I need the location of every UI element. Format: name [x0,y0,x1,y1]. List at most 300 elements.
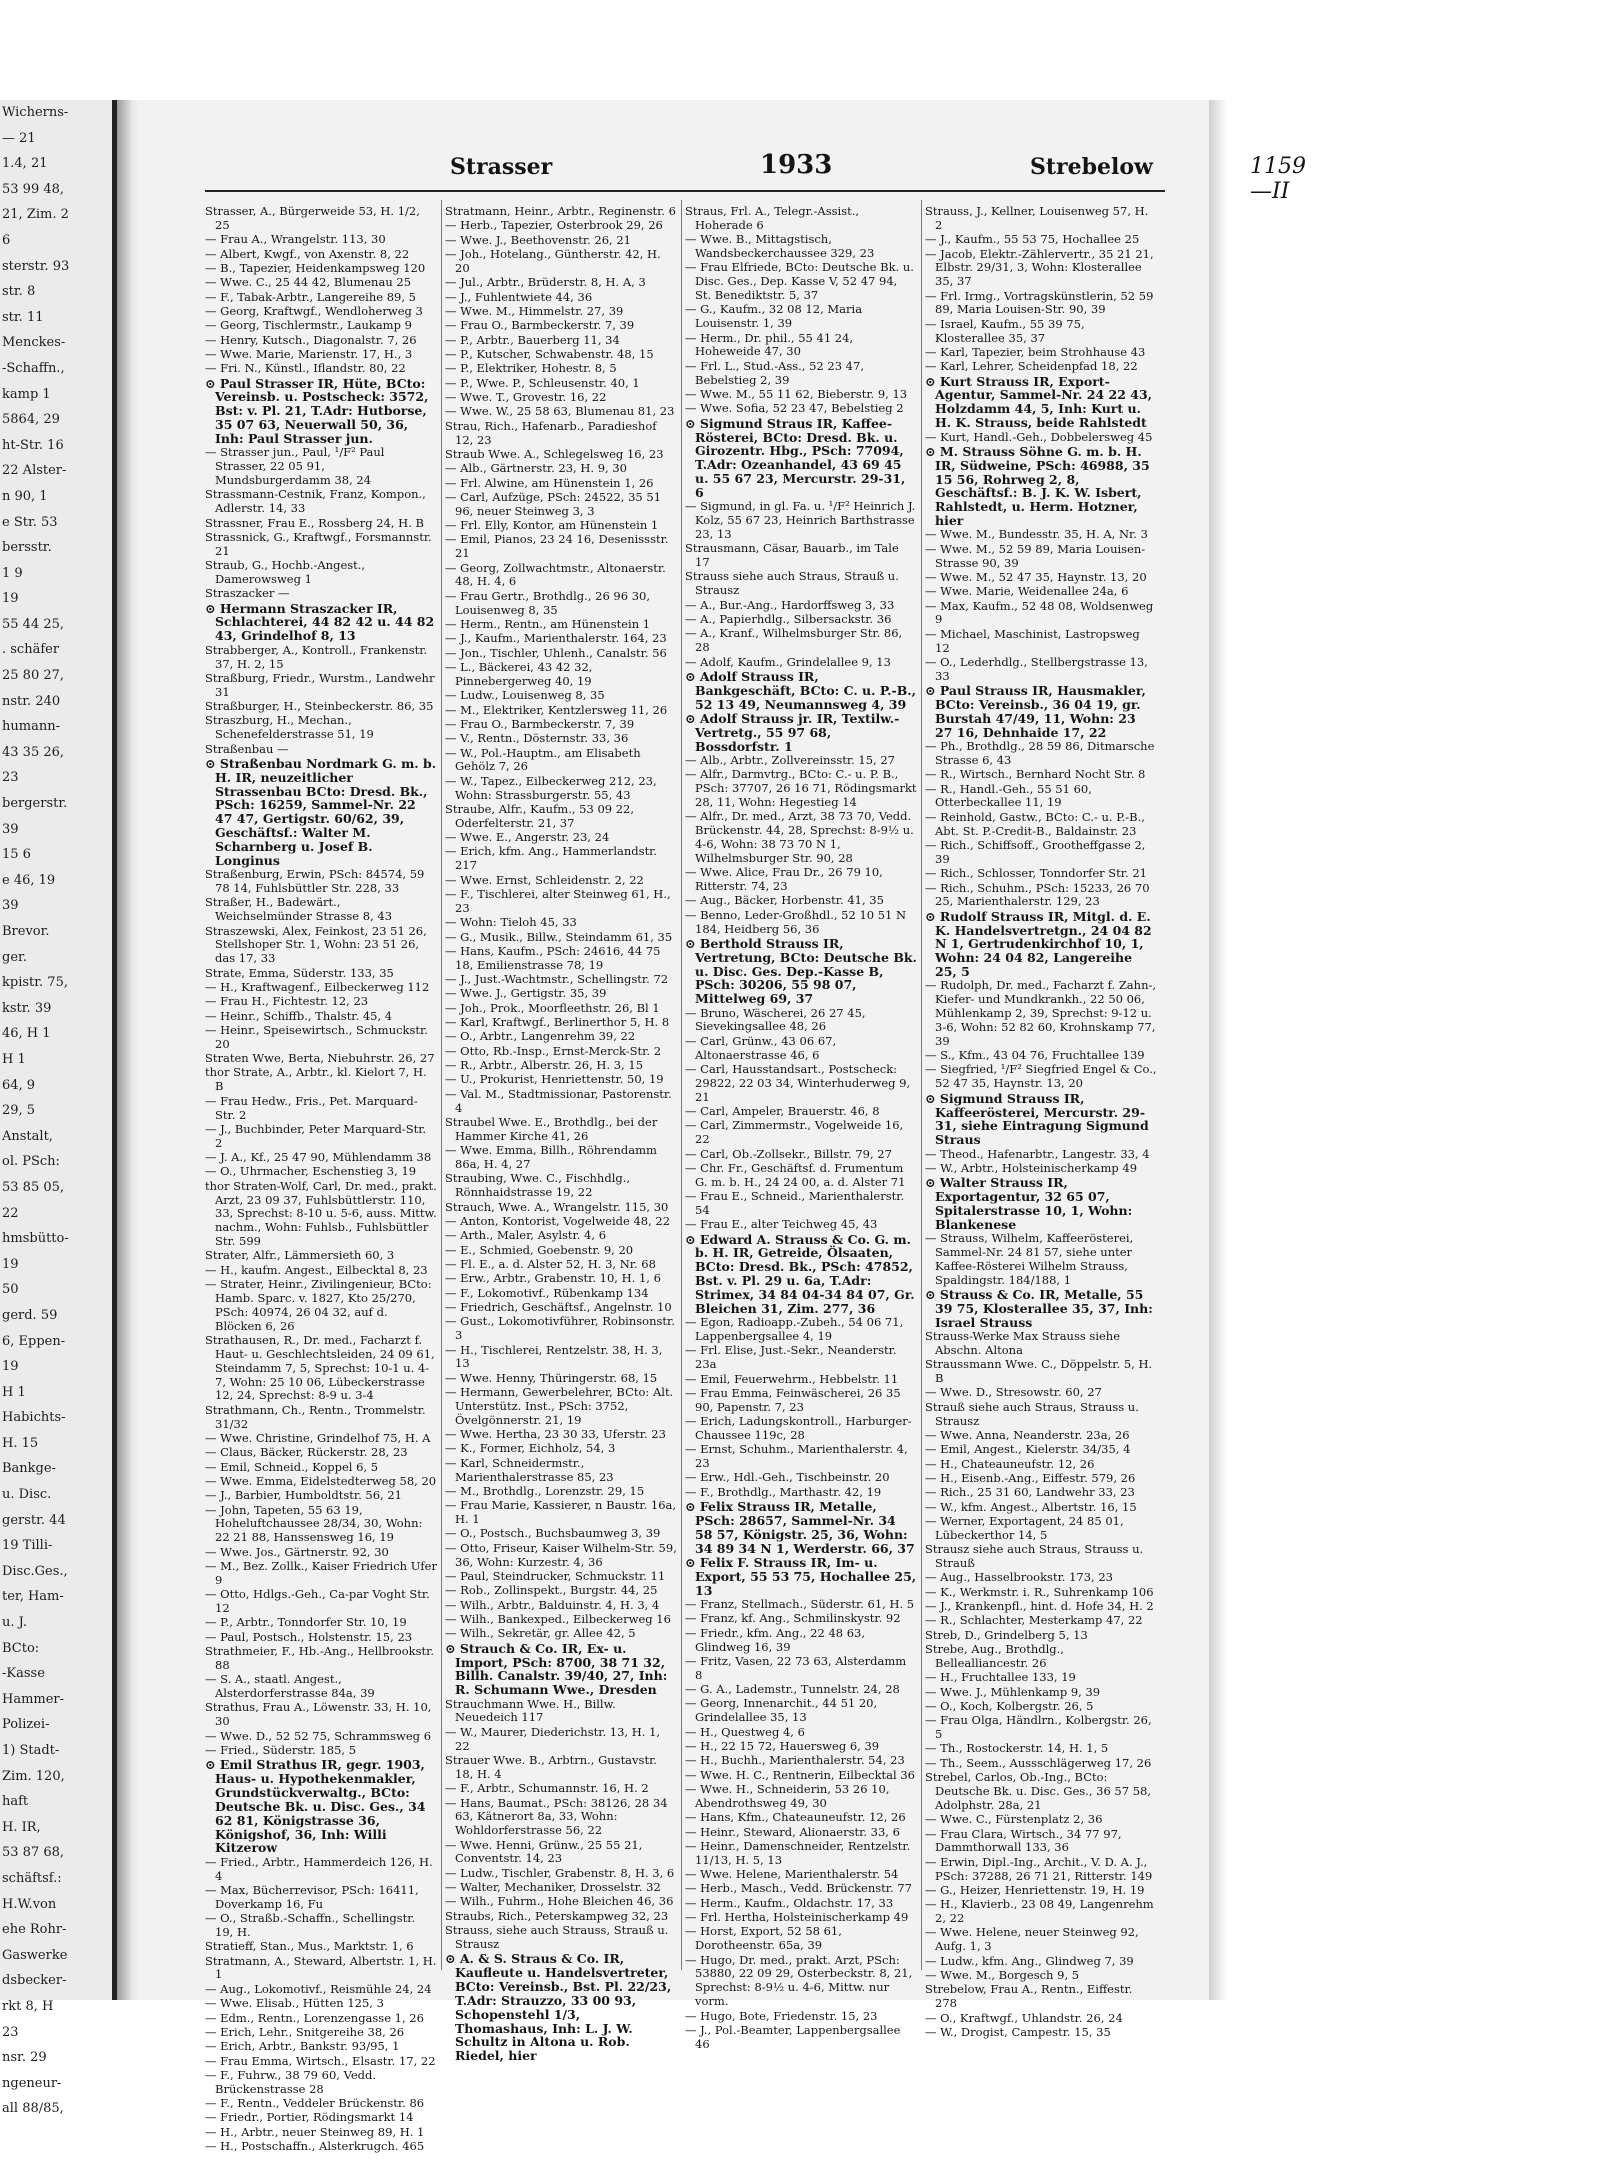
left-page-text: H. 15 [2,1435,39,1451]
directory-entry: — Reinhold, Gastw., BCto: C.- u. P.-B., Abt. St. P.-Credit-B., Baldainstr. 23 [925,809,1145,838]
directory-entry: Strebe, Aug., Brothdlg., Bellealliancestr. 26 [925,1642,1064,1670]
left-page-text: 1 9 [2,565,23,581]
directory-entry: Strater, Alfr., Lämmersieth 60, 3 [205,1248,395,1263]
directory-entry: Strathausen, R., Dr. med., Facharzt f. Haut- u. Geschlechtsleiden, 24 09 61, Steindamm 7, 5, Sprechst: 10-1 u. 4-7, Wohn: 25 10 06, Lübeckerstrasse 12, 24, Sprechst: 8-9 u. 3-4 [205,1333,435,1403]
directory-entry: ⊙ Felix F. Strauss IR, Im- u. Export, 55 53 75, Hochallee 25, 13 [685,1555,917,1598]
left-page-text: 5864, 29 [2,412,60,428]
directory-entry: — Rich., Schiffsoff., Grootheffgasse 2, 39 [925,837,1146,866]
directory-entry: — Anton, Kontorist, Vogelweide 48, 22 [445,1213,671,1228]
directory-column-4 [925,204,1157,2039]
directory-entry: — Wwe. C., Fürstenplatz 2, 36 [925,1812,1103,1827]
directory-entry: Straubing, Wwe. C., Fischhdlg., Rönnhaidstrasse 19, 22 [445,1171,631,1200]
directory-entry: ⊙ Hermann Straszacker IR, Schlachterei, 44 82 42 u. 44 82 43, Grindelhof 8, 13 [205,600,435,644]
directory-entry: — O., Postsch., Buchsbaumweg 3, 39 [445,1526,661,1541]
page-edge [1209,100,1227,2000]
directory-entry: — Fritz, Vasen, 22 73 63, Alsterdamm 8 [685,1653,907,1682]
directory-entry: — Frl. Irmg., Vortragskünstlerin, 52 59 89, Maria Louisen-Str. 90, 39 [925,288,1154,317]
directory-entry: ⊙ Strauss & Co. IR, Metalle, 55 39 75, Klosterallee 35, 37, Inh: Israel Strauss [925,1286,1153,1330]
left-page-text: Anstalt, [2,1128,53,1144]
directory-entry: — O., Straßb.-Schaffn., Schellingstr. 19, H. [205,1911,416,1939]
directory-entry: thor Straten-Wolf, Carl, Dr. med., prakt. Arzt, 23 09 37, Fuhlsbüttlerstr. 110, 33, Sprechst: 8-10 u. 5-6, auss. Mittw. nachm., Wohn: Fuhlsb., Fuhlsbüttler Str. 599 [205,1178,437,1249]
directory-entry: — G., Musik., Billw., Steindamm 61, 35 [445,929,673,944]
directory-entry: — Israel, Kaufm., 55 39 75, Klosterallee 35, 37 [925,316,1085,345]
directory-entry: — R., Schlachter, Mesterkamp 47, 22 [925,1613,1143,1628]
left-page-text: — 21 [2,130,36,146]
left-page-text: Brevor. [2,924,50,939]
directory-entry: Strathmeier, F., Hb.-Ang., Hellbrookstr. 88 [205,1644,435,1672]
left-page-text: 22 [2,1205,19,1221]
directory-entry: Straßburg, Friedr., Wurstm., Landwehr 31 [205,670,435,699]
directory-entry: — Heinr., Speisewirtsch., Schmuckstr. 20 [205,1022,428,1051]
directory-entry: — Strasser jun., Paul, ¹/F² Paul Strasser, 22 05 91, Mundsburgerdamm 38, 24 [205,445,385,488]
directory-entry: — Rich., 25 31 60, Landwehr 33, 23 [925,1485,1135,1500]
directory-entry: — G. A., Lademstr., Tunnelstr. 24, 28 [685,1682,900,1697]
directory-entry: — Wwe. Ernst, Schleidenstr. 2, 22 [445,872,644,887]
directory-entry: — Arth., Maler, Asylstr. 4, 6 [445,1228,607,1243]
directory-entry: — Wwe. H., Schneiderin, 53 26 10, Abendrothsweg 49, 30 [685,1782,890,1810]
header-rule [205,190,1165,192]
directory-entry: — Wwe. W., 25 58 63, Blumenau 81, 23 [445,404,675,419]
directory-entry: Straub Wwe. A., Schlegelsweg 16, 23 [445,446,664,461]
directory-entry: Strauss, siehe auch Strauss, Strauß u. Strausz [445,1923,669,1951]
directory-entry: — Henry, Kutsch., Diagonalstr. 7, 26 [205,332,417,347]
directory-entry: — Ludw., kfm. Ang., Glindweg 7, 39 [925,1953,1134,1968]
directory-entry: — Claus, Bäcker, Rückerstr. 28, 23 [205,1445,408,1460]
directory-entry: — J., Kaufm., 55 53 75, Hochallee 25 [925,232,1140,247]
directory-entry: — Frau Marie, Kassierer, n Baustr. 16a, H. 1 [445,1498,677,1527]
directory-entry: Strauss siehe auch Straus, Strauß u. Strausz [685,569,899,598]
directory-entry: — Joh., Prok., Moorfleethstr. 26, Bl 1 [445,1000,660,1015]
directory-entry: — J., Krankenpfl., hint. d. Hofe 34, H. 2 [925,1599,1154,1614]
directory-entry: — A., Papierhdlg., Silbersackstr. 36 [685,611,892,626]
directory-entry: Stratmann, A., Steward, Albertstr. 1, H. 1 [205,1953,437,1982]
directory-entry: Straten Wwe, Berta, Niebuhrstr. 26, 27 [205,1051,435,1066]
directory-entry: — R., Wirtsch., Bernhard Nocht Str. 8 [925,767,1146,782]
directory-entry: — F., Tabak-Arbtr., Langereihe 89, 5 [205,289,416,304]
directory-entry: ⊙ Adolf Strauss IR, Bankgeschäft, BCto: C. u. P.-B., 52 13 49, Neumannsweg 4, 39 [685,668,916,712]
left-page-text: e 46, 19 [2,872,56,888]
directory-entry: — Franz, kf. Ang., Schmilinskystr. 92 [685,1611,901,1626]
directory-entry: Strausz siehe auch Straus, Strauss u. Strauß [925,1542,1144,1570]
directory-entry: ⊙ Edward A. Strauss & Co. G. m. b. H. IR, Getreide, Ölsaaten, BCto: Dresd. Bk., PSch: 47852, Bst. v. Pl. 29 u. 6a, T.Adr: Strimex, 34 84 04-34 84 07, Gr. Bleichen 31, Zim. 277, 36 [685,1231,915,1316]
directory-entry: — Wwe. Helene, neuer Steinweg 92, Aufg. 1, 3 [925,1925,1139,1954]
directory-entry: — Gust., Lokomotivführer, Robinsonstr. 3 [445,1314,675,1343]
left-page-text: ter, Ham- [2,1589,64,1605]
directory-entry: — H., Buchh., Marienthalerstr. 54, 23 [685,1753,905,1768]
directory-entry: Stratmann, Heinr., Arbtr., Reginenstr. 6 [445,204,676,218]
directory-entry: — G., Heizer, Henriettenstr. 19, H. 19 [925,1882,1145,1897]
directory-entry: — Frau Olga, Händlrn., Kolbergstr. 26, 5 [925,1713,1152,1742]
directory-entry: — Frl. Hertha, Holsteinischerkamp 49 [685,1910,909,1925]
directory-entry: — Wwe. Hertha, 23 30 33, Uferstr. 23 [445,1427,666,1442]
directory-entry: — Frau H., Fichtestr. 12, 23 [205,994,369,1009]
left-page-fragment [0,100,117,2117]
directory-entry: — J., Barbier, Humboldtstr. 56, 21 [205,1488,402,1503]
directory-entry: — Wwe. Elisab., Hütten 125, 3 [205,1996,384,2011]
left-page-text: 23 [2,770,19,786]
directory-entry: — Wwe. Henni, Grünw., 25 55 21, Conventstr. 14, 23 [445,1837,643,1866]
directory-entry: — Georg, Kraftwgf., Wendloherweg 3 [205,303,423,318]
left-page-text: Polizei- [2,1717,50,1733]
directory-entry: — Max, Kaufm., 52 48 08, Woldsenweg 9 [925,598,1154,627]
directory-entry: — H., Fruchtallee 133, 19 [925,1670,1076,1685]
directory-entry: Straßburger, H., Steinbeckerstr. 86, 35 [205,699,434,714]
left-page-text: Habichts- [2,1410,66,1426]
left-page-text: 6 [2,232,11,248]
directory-entry: — H., Kraftwagenf., Eilbeckerweg 112 [205,979,430,994]
directory-entry: — Joh., Hotelang., Güntherstr. 42, H. 20 [445,247,661,275]
left-page-text: H. IR, [2,1819,41,1835]
directory-entry: — H., Klavierb., 23 08 49, Langenrehm 2, 22 [925,1897,1154,1926]
directory-entry: — Erw., Arbtr., Grabenstr. 10, H. 1, 6 [445,1271,661,1286]
directory-entry: — W., Pol.-Hauptm., am Elisabeth Gehölz 7, 26 [445,745,641,774]
directory-entry: — Frau Elfriede, BCto: Deutsche Bk. u. Disc. Ges., Dep. Kasse V, 52 47 94, St. Benediktstr. 5, 37 [685,260,914,303]
header-year: 1933 [760,150,833,180]
directory-entry: — Carl, Ob.-Zollsekr., Billstr. 79, 27 [685,1146,892,1161]
left-page-text: 19 [2,591,19,607]
directory-entry: — Th., Rostockerstr. 14, H. 1, 5 [925,1741,1109,1756]
directory-entry: — Alfr., Dr. med., Arzt, 38 73 70, Vedd. Brückenstr. 44, 28, Sprechst: 8-9½ u. 4-6, Wohn: 38 73 70 N 1, Wilhelmsburger Str. 90, 28 [685,809,914,865]
directory-entry: ⊙ Strauch & Co. IR, Ex- u. Import, PSch: 8700, 38 71 32, Billh. Canalstr. 39/40, 27, Inh: R. Schumann Wwe., Dresden [445,1640,668,1698]
directory-entry: — Wwe. Helene, Marienthalerstr. 54 [685,1867,899,1882]
directory-entry: Straßenburg, Erwin, PSch: 84574, 59 78 14, Fuhlsbüttler Str. 228, 33 [205,867,425,895]
directory-entry: — Frl. Elise, Just.-Sekr., Neanderstr. 23a [685,1343,897,1372]
directory-entry: Strathmann, Ch., Rentn., Trommelstr. 31/32 [205,1402,426,1431]
directory-entry: — H., Eisenb.-Ang., Eiffestr. 579, 26 [925,1470,1136,1485]
directory-entry: ⊙ Rudolf Strauss IR, Mitgl. d. E. K. Handelsvertretgn., 24 04 82 N 1, Gertrudenkirchhof 10, 1, Wohn: 24 04 82, Langereihe 25, 5 [925,908,1152,980]
directory-entry: — Rich., Schuhm., PSch: 15233, 26 70 25, Marienthalerstr. 129, 23 [925,880,1150,909]
directory-entry: — Frau Hedw., Fris., Pet. Marquard-Str. 2 [205,1093,418,1122]
directory-entry: — Wilh., Bankexped., Eilbeckerweg 16 [445,1612,671,1627]
directory-entry: — Siegfried, ¹/F² Siegfried Engel & Co., 52 47 35, Haynstr. 13, 20 [925,1062,1157,1091]
directory-entry: — K., Werkmstr. i. R., Suhrenkamp 106 [925,1584,1154,1599]
directory-entry: — F., Fuhrw., 38 79 60, Vedd. Brückenstrasse 28 [205,2067,377,2096]
directory-entry: Strassner, Frau E., Rossberg 24, H. B [205,515,424,530]
directory-entry: — Herm., Dr. phil., 55 41 24, Hoheweide 47, 30 [685,330,854,359]
directory-entry: — Erich, Ladungskontroll., Harburger-Chaussee 119c, 28 [685,1414,912,1442]
directory-entry: — Emil, Schneid., Koppel 6, 5 [205,1459,379,1474]
left-page-text: schäftsf.: [2,1870,62,1886]
directory-entry: — Wilh., Fuhrm., Hohe Bleichen 46, 36 [445,1894,674,1909]
directory-entry: — Emil, Angest., Kielerstr. 34/35, 4 [925,1442,1131,1457]
directory-entry: — W., kfm. Angest., Albertstr. 16, 15 [925,1499,1137,1514]
directory-entry: — P., Elektriker, Hohestr. 8, 5 [445,361,617,376]
directory-entry: Stratieff, Stan., Mus., Marktstr. 1, 6 [205,1939,414,1954]
directory-entry: — H., kaufm. Angest., Eilbecktal 8, 23 [205,1262,428,1277]
left-page-text: 55 44 25, [2,616,65,632]
directory-entry: — Jacob, Elektr.-Zählervertr., 35 21 21, Elbstr. 29/31, 3, Wohn: Klosterallee 35, 37 [925,246,1154,289]
left-page-text: sterstr. 93 [2,258,70,274]
directory-entry: — H., Tischlerei, Rentzelstr. 38, H. 3, 13 [445,1342,663,1371]
directory-entry: — Wwe. M., Bundesstr. 35, H. A, Nr. 3 [925,527,1148,542]
directory-entry: — Hugo, Dr. med., prakt. Arzt, PSch: 53880, 22 09 29, Osterbeckstr. 8, 21, Sprechst: 8-9½ u. 4-6, Mittw. nur vorm. [685,1952,913,2009]
directory-entry: — Benno, Leder-Großhdl., 52 10 51 N 184, Heidberg 56, 36 [685,907,907,936]
directory-entry: — Hans, Kfm., Chateauneufstr. 12, 26 [685,1810,906,1825]
directory-entry: — Wwe. Jos., Gärtnerstr. 92, 30 [205,1544,389,1559]
directory-entry: — Paul, Steindrucker, Schmuckstr. 11 [445,1569,666,1583]
directory-entry: — Ludw., Louisenweg 8, 35 [445,688,605,703]
directory-entry: — Erich, Arbtr., Bankstr. 93/95, 1 [205,2039,400,2054]
left-page-text: Gaswerke [2,1947,68,1963]
directory-entry: — Paul, Postsch., Holstenstr. 15, 23 [205,1629,413,1644]
left-page-text: 64, 9 [2,1077,36,1093]
directory-entry: — Max, Bücherrevisor, PSch: 16411, Doverkamp 16, Fu [205,1882,419,1911]
directory-entry: — Aug., Hasselbrookstr. 173, 23 [925,1570,1114,1585]
left-page-text: 23 [2,2024,19,2040]
directory-entry: — L., Bäckerei, 43 42 32, Pinnebergerweg 40, 19 [445,660,593,688]
directory-entry: — Fl. E., a. d. Alster 52, H. 3, Nr. 68 [445,1256,656,1271]
left-page-text: H 1 [2,1384,26,1400]
directory-entry: — Georg, Innenarchit., 44 51 20, Grindelallee 35, 13 [685,1696,878,1725]
directory-entry: — Herm., Kaufm., Oldachstr. 17, 33 [685,1895,894,1910]
directory-entry: Straubs, Rich., Peterskampweg 32, 23 [445,1908,669,1923]
left-page-text: 39 [2,821,19,837]
directory-entry: — Otto, Friseur, Kaiser Wilhelm-Str. 59, 36, Wohn: Kurzestr. 4, 36 [445,1540,677,1569]
directory-entry: — Frl. L., Stud.-Ass., 52 23 47, Bebelstieg 2, 39 [685,358,864,387]
directory-entry: Strau, Rich., Hafenarb., Paradieshof 12, 23 [445,418,657,447]
left-page-text: hmsbütto- [2,1231,69,1247]
left-page-text: Hammer- [2,1691,65,1707]
directory-entry: — Chr. Fr., Geschäftsf. d. Frumentum G. m. b. H., 24 24 00, a. d. Alster 71 [685,1160,906,1189]
directory-entry: — Hans, Baumat., PSch: 38126, 28 34 63, Kätnerort 8a, 33, Wohn: Wohldorferstrasse 56, 22 [445,1795,668,1838]
left-page-text: -Schaffn., [2,360,65,376]
left-page-text: gerd. 59 [2,1307,58,1323]
left-page-text: kstr. 39 [2,1000,52,1016]
directory-entry: — Hans, Kaufm., PSch: 24616, 44 75 18, Emilienstrasse 78, 19 [445,943,661,972]
directory-entry: Straube, Alfr., Kaufm., 53 09 22, Oderfelterstr. 21, 37 [445,801,635,830]
directory-entry: — Hugo, Bote, Friedenstr. 15, 23 [685,2008,878,2023]
directory-entry: ⊙ Adolf Strauss jr. IR, Textilw.-Vertretg., 55 97 68, Bossdorfstr. 1 [685,710,900,754]
directory-entry: — A., Kranf., Wilhelmsburger Str. 86, 28 [685,626,903,655]
left-page-text: gerstr. 44 [2,1512,66,1528]
directory-entry: Strabberger, A., Kontroll., Frankenstr. 37, H. 2, 15 [205,642,428,671]
directory-entry: — Frau O., Barmbeckerstr. 7, 39 [445,318,635,333]
directory-entry: — Albert, Kwgf., von Axenstr. 8, 22 [205,246,410,261]
directory-entry: — Wwe. Henny, Thüringerstr. 68, 15 [445,1370,658,1385]
directory-entry: — Franz, Stellmach., Süderstr. 61, H. 5 [685,1597,915,1612]
directory-entry: Straszewski, Alex, Feinkost, 23 51 26, Stellshoper Str. 1, Wohn: 23 51 26, das 17, 33 [205,923,427,966]
directory-entry: — Friedr., kfm. Ang., 22 48 63, Glindweg 16, 39 [685,1625,866,1654]
left-page-text: -Kasse [2,1666,45,1682]
directory-entry: — V., Rentn., Dösternstr. 33, 36 [445,731,629,746]
directory-entry: Strauer Wwe. B., Arbtrn., Gustavstr. 18, H. 4 [445,1752,657,1781]
directory-entry: ⊙ Emil Strathus IR, gegr. 1903, Haus- u. Hypothekenmakler, Grundstückverwaltg., BCto: Deutsche Bk. u. Disc. Ges., 34 62 81, Königstrasse 36, Königshof, 36, Inh: Willi Kitzerow [205,1757,426,1856]
directory-entry: — O., Lederhdlg., Stellbergstrasse 13, 33 [925,655,1148,683]
directory-entry: — Wwe. M., 55 11 62, Bieberstr. 9, 13 [685,386,908,401]
directory-entry: — Georg, Zollwachtmstr., Altonaerstr. 48, H. 4, 6 [445,560,666,589]
directory-entry: — J., Kaufm., Marienthalerstr. 164, 23 [445,631,667,646]
directory-entry: — Fried., Arbtr., Hammerdeich 126, H. 4 [205,1854,433,1883]
directory-entry: — Wwe. Emma, Eidelstedterweg 58, 20 [205,1473,437,1488]
directory-entry: — Fri. N., Künstl., Iflandstr. 80, 22 [205,361,406,376]
directory-entry: — J., Fuhlentwiete 44, 36 [445,289,593,304]
directory-entry: — F., Lokomotivf., Rübenkamp 134 [445,1285,649,1300]
left-page-text: 46, H 1 [2,1026,51,1042]
book-gutter [117,100,139,2000]
directory-entry: Strasser, A., Bürgerweide 53, H. 1/2, 25 [205,204,420,232]
directory-entry: thor Strate, A., Arbtr., kl. Kielort 7, H. B [205,1065,427,1094]
directory-entry: — Frl. Elly, Kontor, am Hünenstein 1 [445,518,659,533]
header-left-heading: Strasser [450,154,553,180]
directory-entry: — B., Tapezier, Heidenkampsweg 120 [205,260,426,275]
directory-entry: — Kurt, Handl.-Geh., Dobbelersweg 45 [925,429,1153,444]
directory-entry: Strausmann, Cäsar, Bauarb., im Tale 17 [685,541,899,570]
directory-entry: — Theod., Hafenarbtr., Langestr. 33, 4 [925,1146,1150,1161]
directory-entry: — Rob., Zollinspekt., Burgstr. 44, 25 [445,1583,658,1598]
left-page-text: dsbecker- [2,1973,67,1989]
directory-entry: — M., Brothdlg., Lorenzstr. 29, 15 [445,1483,645,1498]
left-page-text: 15 6 [2,847,31,863]
column-divider [441,200,442,1970]
directory-entry: — Frau E., alter Teichweg 45, 43 [685,1217,878,1232]
directory-entry: ⊙ Paul Strasser IR, Hüte, BCto: Vereinsb. u. Postscheck: 3572, Bst: v. Pl. 21, T.Adr: Hutborse, 35 07 63, Neuerwall 50, 36, Inh: Paul Strasser jun. [205,375,429,446]
directory-entry: — M., Elektriker, Kentzlersweg 11, 26 [445,702,668,717]
left-page-text: 25 80 27, [2,668,65,684]
directory-entry: — Frau A., Wrangelstr. 113, 30 [205,232,386,247]
directory-entry: — Alfr., Darmvtrg., BCto: C.- u. P. B., PSch: 37707, 26 16 71, Rödingsmarkt 28, 11, Wohn: Hegestieg 14 [685,767,917,809]
directory-entry: — Val. M., Stadtmissionar, Pastorenstr. 4 [445,1086,672,1115]
directory-column-1 [205,204,437,2154]
directory-entry: — John, Tapeten, 55 63 19, Hoheluftchaussee 28/34, 30, Wohn: 22 21 88, Hanssensweg 16, 19 [205,1502,423,1545]
directory-entry: — Erich, Lehr., Snitgereihe 38, 26 [205,2024,405,2039]
directory-entry: — Wwe. Christine, Grindelhof 75, H. A [205,1430,431,1445]
directory-entry: — M., Bez. Zollk., Kaiser Friedrich Ufer 9 [205,1559,437,1587]
directory-entry: — K., Former, Eichholz, 54, 3 [445,1441,616,1456]
left-page-text: rkt 8, H [2,1998,54,2014]
directory-entry: — F., Brothdlg., Marthastr. 42, 19 [685,1484,882,1499]
column-divider [681,200,682,1970]
directory-entry: — Ludw., Tischler, Grabenstr. 8, H. 3, 6 [445,1865,675,1880]
directory-entry: — P., Kutscher, Schwabenstr. 48, 15 [445,346,654,361]
directory-entry: — Carl, Hausstandsart., Postscheck: 29822, 22 03 34, Winterhuderweg 9, 21 [685,1061,911,1104]
directory-entry: — S. A., staatl. Angest., Alsterdorferstrasse 84a, 39 [205,1672,375,1701]
directory-entry: — Frau Emma, Wirtsch., Elsastr. 17, 22 [205,2053,436,2068]
directory-entry: — Strauss, Wilhelm, Kaffeerösterei, Sammel-Nr. 24 81 57, siehe unter Kaffee-Rösterei Wilhelm Strauss, Spaldingstr. 184/188, 1 [925,1231,1134,1287]
directory-entry: — Wwe. Marie, Weidenallee 24a, 6 [925,584,1129,599]
directory-entry: — Carl, Ampeler, Brauerstr. 46, 8 [685,1104,880,1118]
directory-entry: — O., Koch, Kolbergstr. 26, 5 [925,1698,1094,1713]
directory-entry: — H., 22 15 72, Hauersweg 6, 39 [685,1738,880,1753]
directory-entry: — Otto, Hdlgs.-Geh., Ca-par Voght Str. 12 [205,1587,430,1616]
directory-entry: — J., Just.-Wachtmstr., Schellingstr. 72 [445,972,669,987]
directory-entry: ⊙ Kurt Strauss IR, Export-Agentur, Sammel-Nr. 24 22 43, Holzdamm 44, 5, Inh: Kurt u. H. K. Strauss, beide Rahlstedt [925,373,1152,431]
directory-entry: ⊙ Sigmund Straus IR, Kaffee-Rösterei, BCto: Dresd. Bk. u. Girozentr. Hbg., PSch: 77094, T.Adr: Ozeanhandel, 43 69 45 u. 55 67 23, Mercurstr. 29-31, 6 [685,415,906,500]
directory-entry: — R., Handl.-Geh., 55 51 60, Otterbeckallee 11, 19 [925,781,1092,810]
directory-entry: — A., Bur.-Ang., Hardorffsweg 3, 33 [685,597,895,612]
left-page-text: ger. [2,949,27,965]
directory-entry: — Herb., Tapezier, Osterbrook 29, 26 [445,218,663,233]
directory-entry: — Strater, Heinr., Zivilingenieur, BCto: Hamb. Sparc. v. 1827, Kto 25/270, PSch: 40974, 26 04 32, auf d. Blöcken 6, 26 [205,1277,432,1333]
directory-entry: — Walter, Mechaniker, Drosselstr. 32 [445,1880,661,1895]
header-page-number: 1159—II [1250,154,1306,204]
directory-entry: — Frau Emma, Feinwäscherei, 26 35 90, Papenstr. 7, 23 [685,1385,901,1414]
directory-entry: — Wwe. E., Angerstr. 23, 24 [445,830,610,845]
directory-entry: — Georg, Tischlermstr., Laukamp 9 [205,318,412,333]
directory-entry: — Carl, Aufzüge, PSch: 24522, 35 51 96, neuer Steinweg 3, 3 [445,489,662,518]
directory-entry: — F., Tischlerei, alter Steinweg 61, H., 23 [445,887,671,915]
left-page-text: e Str. 53 [2,514,58,530]
left-page-text: 50 [2,1282,19,1298]
left-page-text: u. Disc. [2,1487,52,1503]
directory-entry: — Karl, Schneidermstr., Marienthalerstrasse 85, 23 [445,1455,614,1484]
directory-entry: — Wwe. Alice, Frau Dr., 26 79 10, Ritterstr. 74, 23 [685,865,883,893]
directory-entry: — Jul., Arbtr., Brüderstr. 8, H. A, 3 [445,275,646,290]
directory-entry: — Alb., Arbtr., Zollvereinsstr. 15, 27 [685,752,895,767]
directory-entry: — Wohn: Tieloh 45, 33 [445,915,577,930]
left-page-text: bersstr. [2,540,52,556]
directory-entry: Straßenbau — [205,741,289,756]
directory-entry: — Aug., Lokomotivf., Reismühle 24, 24 [205,1981,432,1996]
directory-entry: — Edm., Rentn., Lorenzengasse 1, 26 [205,2010,424,2025]
directory-entry: ⊙ M. Strauss Söhne G. m. b. H. IR, Südweine, PSch: 46988, 35 15 56, Rohrweg 2, 8, Geschäftsf.: B. J. K. W. Isbert, Rahlstedt, u. Herm. Hotzner, hier [925,443,1150,529]
directory-entry: — Heinr., Steward, Alionaerstr. 33, 6 [685,1824,900,1839]
left-page-text: bergerstr. [2,796,68,812]
left-page-text: H.W.von [2,1896,57,1912]
directory-entry: — Friedr., Portier, Rödingsmarkt 14 [205,2110,414,2125]
directory-entry: — Wwe. J., Gertigstr. 35, 39 [445,986,607,1001]
directory-entry: Straßer, H., Badewärt., Weichselmünder Strasse 8, 43 [205,895,393,924]
directory-entry: ⊙ Sigmund Strauss IR, Kaffeerösterei, Mercurstr. 29-31, siehe Eintragung Sigmund Straus [925,1090,1149,1148]
directory-entry: — W., Tapez., Eilbeckerweg 212, 23, Wohn: Strassburgerstr. 55, 43 [445,773,657,802]
directory-entry: — Wwe. J., Mühlenkamp 9, 39 [925,1684,1101,1699]
directory-entry: — Jon., Tischler, Uhlenh., Canalstr. 56 [445,645,667,660]
directory-entry: — F., Arbtr., Schumannstr. 16, H. 2 [445,1781,649,1796]
directory-entry: — Bruno, Wäscherei, 26 27 45, Sievekingsallee 48, 26 [685,1005,866,1034]
left-page-text: Bankge- [2,1461,56,1477]
directory-entry: Strate, Emma, Süderstr. 133, 35 [205,965,394,980]
directory-entry: — Hermann, Gewerbelehrer, BCto: Alt. Unterstütz. Inst., PSch: 3752, Övelgönnerstr. 21, 19 [445,1385,674,1427]
directory-entry: — H., Questweg 4, 6 [685,1724,805,1739]
left-page-text: n 90, 1 [2,488,48,504]
directory-entry: — Ph., Brothdlg., 28 59 86, Ditmarsche Strasse 6, 43 [925,739,1155,767]
left-page-text: all 88/85, [2,2101,64,2117]
directory-entry: — Michael, Maschinist, Lastropsweg 12 [925,626,1140,655]
directory-entry: ⊙ A. & S. Straus & Co. IR, Kaufleute u. Handelsvertreter, BCto: Vereinsb., Bst. Pl. 22/23, T.Adr: Strauzzo, 33 00 93, Schopenstehl 1/3, Thomashaus, Inh: L. J. W. Schultz in Altona u. Rob. Riedel, hier [445,1951,672,2064]
directory-entry: Strauchmann Wwe. H., Billw. Neuedeich 117 [445,1696,616,1725]
directory-entry: — O., Arbtr., Langenrehm 39, 22 [445,1029,636,1044]
directory-entry: — Adolf, Kaufm., Grindelallee 9, 13 [685,654,891,669]
left-page-text: 22 Alster- [2,463,67,479]
directory-entry: — Frau E., Schneid., Marienthalerstr. 54 [685,1189,905,1217]
left-page-text: 53 99 48, [2,181,65,197]
directory-entry: — R., Arbtr., Alberstr. 26, H. 3, 15 [445,1058,644,1073]
left-page-text: Zim. 120, [2,1768,65,1784]
left-page-text: u. J. [2,1615,27,1631]
directory-entry: — Wilh., Sekretär, gr. Allee 42, 5 [445,1626,636,1641]
directory-entry: — O., Uhrmacher, Eschenstieg 3, 19 [205,1164,417,1179]
directory-entry: — Carl, Grünw., 43 06 67, Altonaerstrasse 46, 6 [685,1033,837,1062]
directory-entry: — Fried., Süderstr. 185, 5 [205,1742,357,1757]
directory-entry: — O., Kraftwgf., Uhlandstr. 26, 24 [925,2010,1123,2025]
left-page-text: 19 [2,1256,19,1272]
directory-entry: Straussmann Wwe. C., Döppelstr. 5, H. B [925,1357,1153,1386]
directory-entry: — H., Arbtr., neuer Steinweg 89, H. 1 [205,2124,425,2139]
directory-entry: — S., Kfm., 43 04 76, Fruchtallee 139 [925,1048,1145,1063]
directory-entry: — Rudolph, Dr. med., Facharzt f. Zahn-, Kiefer- und Mundkrankh., 22 50 06, Mühlenkamp 2, 39, Sprechst: 9-12 u. 3-6, Wohn: 52 82 60, Krohnskamp 77, 39 [925,978,1157,1048]
left-page-text: kpistr. 75, [2,975,68,991]
directory-entry: Streb, D., Grindelberg 5, 13 [925,1627,1088,1642]
directory-entry: — Wwe. D., Stresowstr. 60, 27 [925,1385,1102,1400]
left-page-text: 53 85 05, [2,1179,65,1195]
left-page-text: ngeneur- [2,2075,62,2091]
directory-entry: — Wwe. H. C., Rentnerin, Eilbecktal 36 [685,1767,915,1782]
directory-entry: — E., Schmied, Goebenstr. 9, 20 [445,1242,634,1257]
directory-entry: Strauss-Werke Max Strauss siehe Abschn. Altona [925,1329,1121,1357]
left-page-text: 1.4, 21 [2,156,48,172]
directory-entry: — Wwe. J., Beethovenstr. 26, 21 [445,232,631,247]
directory-entry: — W., Drogist, Campestr. 15, 35 [925,2024,1111,2039]
directory-entry: Strassmann-Cestnik, Franz, Kompon., Adlerstr. 14, 33 [205,487,426,516]
